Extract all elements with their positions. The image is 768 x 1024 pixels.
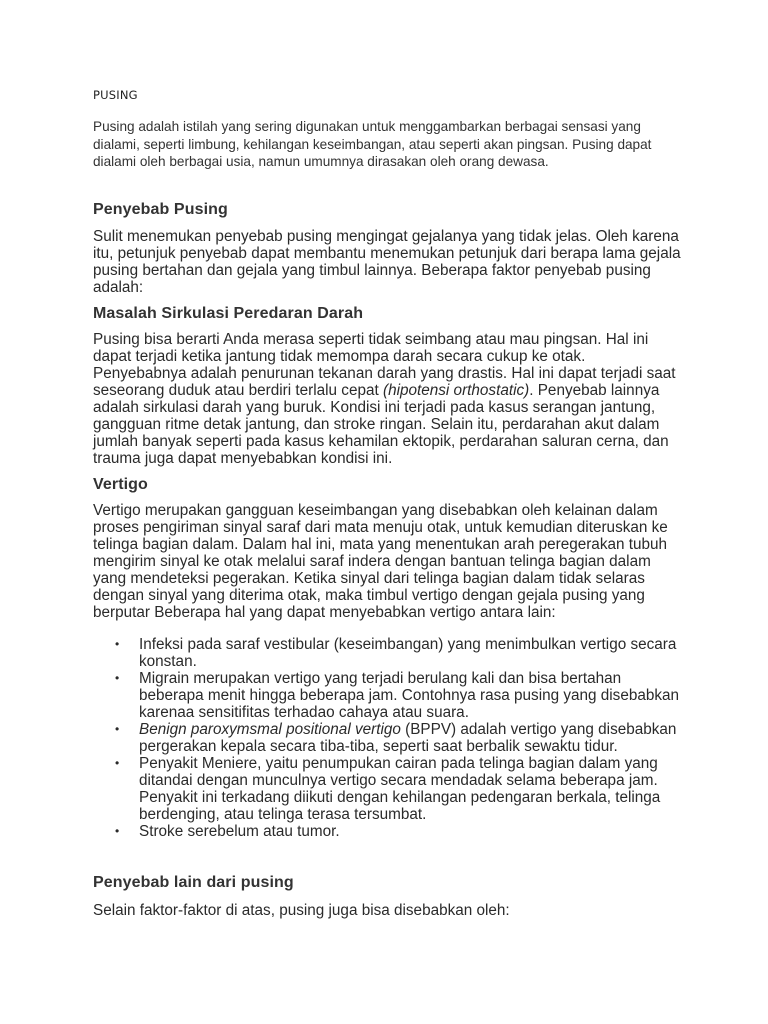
intro-paragraph: Pusing adalah istilah yang sering digunakan untuk menggambarkan berbagai sensasi yang dialami, seperti limbung, kehilangan keseimbangan, atau seperti akan pingsan. Pusing dapat dialami oleh berbagai usia, namun umumnya dirasakan oleh orang dewasa. xyxy=(93,119,652,169)
paragraph-masalah-sirkulasi xyxy=(93,331,683,467)
paragraph-penyebab-pusing: Sulit menemukan penyebab pusing mengingat gejalanya yang tidak jelas. Oleh karena itu, petunjuk penyebab dapat membantu menemukan petunjuk dari berapa lama gejala pusing bertahan dan gejala yang timbul lainnya. Beberapa faktor penyebab pusing adalah: xyxy=(93,228,681,296)
list-item-italic: Benign paroxymsmal positional vertigo xyxy=(139,721,401,738)
sirkulasi-text-part2: . Penyebab lainnya adalah sirkulasi darah yang buruk. Kondisi ini terjadi pada kasus serangan jantung, gangguan ritme detak jantung, dan stroke ringan. Selain itu, perdarahan akut dalam jumlah banyak seperti pada kasus kehamilan ektopik, perdarahan saluran cerna, dan trauma juga dapat menyebabkan kondisi ini. xyxy=(93,382,669,467)
heading-penyebab-pusing: Penyebab Pusing xyxy=(93,201,228,218)
sirkulasi-italic-term: (hipotensi orthostatic) xyxy=(382,382,530,399)
heading-vertigo: Vertigo xyxy=(93,476,148,493)
vertigo-causes-list xyxy=(93,636,683,840)
document-title: PUSING xyxy=(93,88,138,102)
paragraph-penyebab-lain: Selain faktor-faktor di atas, pusing juga bisa disebabkan oleh: xyxy=(93,902,510,919)
list-item xyxy=(93,823,683,840)
bullet-icon: • xyxy=(115,722,120,736)
list-item xyxy=(93,670,683,721)
list-item-text: Infeksi pada saraf vestibular (keseimbangan) yang menimbulkan vertigo secara konstan. xyxy=(139,636,677,670)
list-item-text: Penyakit Meniere, yaitu penumpukan cairan pada telinga bagian dalam yang ditandai dengan munculnya vertigo secara mendadak selama beberapa jam. Penyakit ini terkadang diikuti dengan kehilangan pedengaran berkala, telinga berdenging, atau telinga terasa tersumbat. xyxy=(139,755,661,823)
list-item xyxy=(93,721,683,755)
paragraph-vertigo: Vertigo merupakan gangguan keseimbangan yang disebabkan oleh kelainan dalam proses pengiriman sinyal saraf dari mata menuju otak, untuk kemudian diteruskan ke telinga bagian dalam. Dalam hal ini, mata yang menentukan arah peregerakan tubuh mengirim sinyal ke otak melalui saraf indera dengan bantuan telinga bagian dalam yang mendeteksi pegerakan. Ketika sinyal dari telinga bagian dalam tidak selaras dengan sinyal yang diterima otak, maka timbul vertigo dengan gejala pusing yang berputar Beberapa hal yang dapat menyebabkan vertigo antara lain: xyxy=(93,502,668,621)
list-item-text: (BPPV) adalah vertigo yang disebabkan pergerakan kepala secara tiba-tiba, seperti saat berbalik sewaktu tidur. xyxy=(139,721,677,755)
bullet-icon: • xyxy=(115,637,120,651)
list-item-text: Migrain merupakan vertigo yang terjadi berulang kali dan bisa bertahan beberapa menit hingga beberapa jam. Contohnya rasa pusing yang disebabkan karenaa sensitifitas terhadao cahaya atau suara. xyxy=(139,670,680,721)
bullet-icon: • xyxy=(115,756,120,770)
sirkulasi-text-part1: Pusing bisa berarti Anda merasa seperti tidak seimbang atau mau pingsan. Hal ini dapat terjadi ketika jantung tidak memompa darah secara cukup ke otak. Penyebabnya adalah penurunan tekanan darah yang drastis. Hal ini dapat terjadi saat seseorang duduk atau berdiri terlalu cepat xyxy=(93,331,676,399)
bullet-icon: • xyxy=(115,671,120,685)
list-item xyxy=(93,755,683,823)
list-item-text: Stroke serebelum atau tumor. xyxy=(139,823,340,840)
list-item xyxy=(93,636,683,670)
heading-penyebab-lain: Penyebab lain dari pusing xyxy=(93,874,294,891)
heading-masalah-sirkulasi: Masalah Sirkulasi Peredaran Darah xyxy=(93,305,364,322)
bullet-icon: • xyxy=(115,824,120,838)
